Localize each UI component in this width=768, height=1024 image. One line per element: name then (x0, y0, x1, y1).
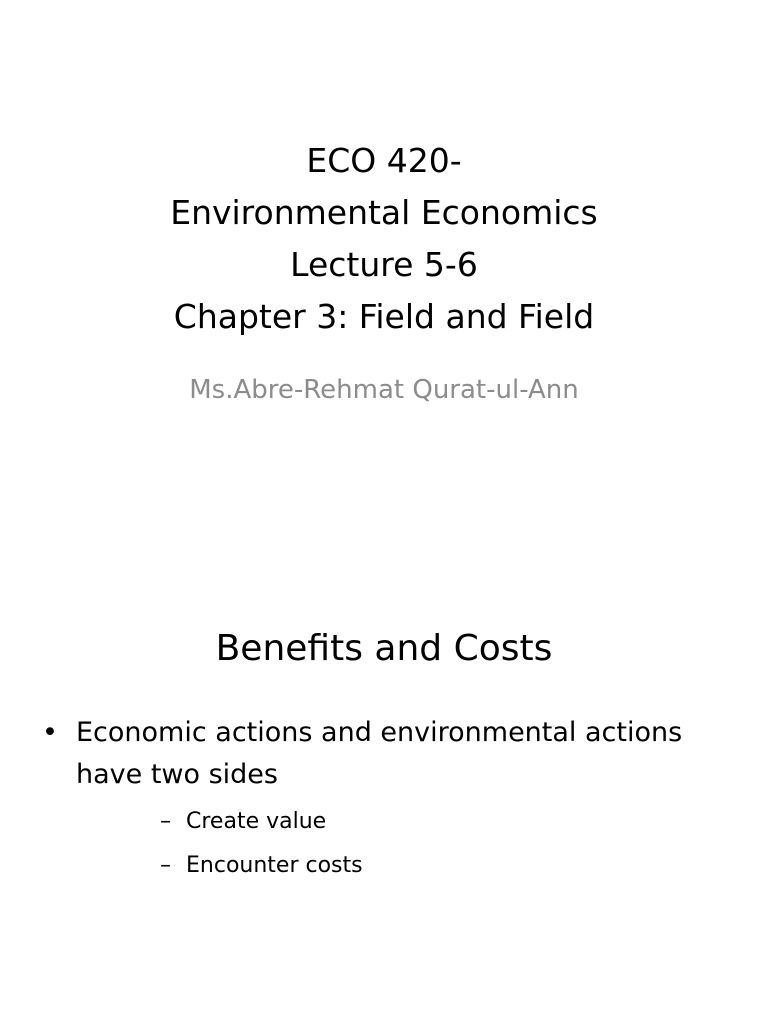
sub-bullet-text: Encounter costs (186, 853, 363, 878)
sub-bullet-item (76, 844, 728, 888)
sub-bullet-marker: – (160, 809, 171, 834)
bullet-list (0, 712, 768, 888)
slide-heading: Benefits and Costs (215, 628, 553, 669)
lecture-number: Lecture 5-6 (290, 245, 478, 284)
slide-benefits-costs (0, 576, 768, 1024)
bullet-text: Economic actions and environmental actions have two sides (76, 717, 683, 790)
sub-bullet-list (76, 800, 728, 888)
bullet-item (0, 712, 768, 888)
bullet-marker: • (42, 717, 58, 748)
instructor-name: Ms.Abre-Rehmat Qurat-ul-Ann (189, 375, 579, 405)
chapter-title: Chapter 3: Field and Field (173, 297, 595, 336)
sub-bullet-marker: – (160, 853, 171, 878)
course-name: Environmental Economics (170, 193, 598, 232)
course-code: ECO 420- (306, 141, 462, 180)
slide-title-block (0, 135, 768, 343)
sub-bullet-text: Create value (186, 809, 327, 834)
sub-bullet-item (76, 800, 728, 844)
